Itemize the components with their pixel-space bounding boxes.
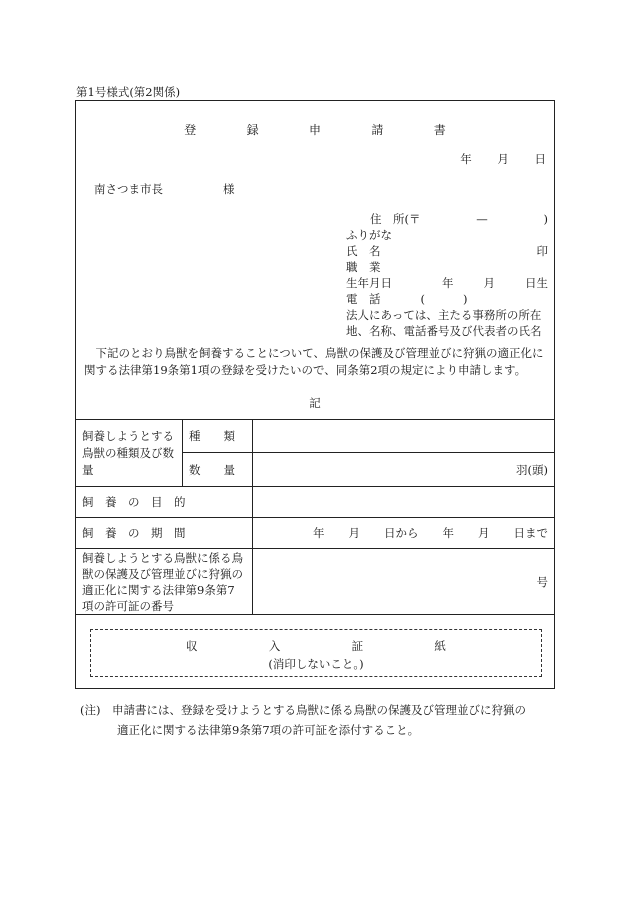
- ki-heading: 記: [309, 396, 321, 410]
- footnote-line-1: [80, 700, 555, 720]
- purpose-value[interactable]: [253, 487, 555, 518]
- seal-mark: 印: [536, 244, 548, 258]
- purpose-row: [76, 487, 555, 518]
- revenue-stamp-box: [90, 629, 542, 677]
- period-row: [76, 518, 555, 549]
- form-identifier: 第1号様式(第2関係): [76, 85, 181, 99]
- footnote: [80, 700, 555, 740]
- addressee-honorific: 様: [223, 182, 235, 196]
- form-title: 登 録 申 請 書: [184, 123, 465, 137]
- address-row: [346, 211, 548, 227]
- phone-row: [346, 291, 548, 307]
- phone-close: ): [463, 292, 468, 306]
- corp-note-2: 地、名称、電話番号及び代表者の氏名: [346, 324, 542, 338]
- address-close: ): [543, 212, 548, 226]
- stamp-note: (消印しないこと。): [268, 657, 364, 671]
- addressee-name: 南さつま市長: [94, 182, 163, 196]
- phone-label: 電 話: [346, 292, 381, 306]
- date-day: 日: [534, 152, 546, 166]
- period-to-month: 月: [478, 526, 490, 540]
- permit-unit: 号: [536, 574, 548, 589]
- application-statement: 下記のとおり鳥獣を飼養することについて、鳥獣の保護及び管理並びに狩猟の適正化に関する法律第19条第1項の登録を受けたいので、同条第2項の規定により申請します。: [84, 346, 544, 377]
- footnote-text-1: 申請書には、登録を受けようとする鳥獣に係る鳥獣の保護及び管理並びに狩猟の: [111, 703, 526, 717]
- period-to-day: 日まで: [513, 526, 548, 540]
- count-value[interactable]: [253, 453, 555, 487]
- period-parts: [259, 525, 548, 541]
- birth-row: [346, 275, 548, 291]
- period-value[interactable]: [253, 518, 555, 549]
- permit-row: [76, 549, 555, 615]
- footnote-prefix: (注): [80, 703, 101, 717]
- birth-year: 年: [442, 276, 454, 290]
- species-row: [76, 420, 555, 453]
- corp-note-row-2: [346, 323, 548, 339]
- count-label: 数 量: [183, 453, 253, 487]
- permit-label: 飼養しようとする鳥獣に係る鳥獣の保護及び管理並びに狩猟の適正化に関する法律第9条第7項の許可証の番号: [76, 549, 253, 615]
- species-label: 種 類: [183, 420, 253, 453]
- period-to-year: 年: [442, 526, 454, 540]
- species-value[interactable]: [253, 420, 555, 453]
- occupation-label: 職 業: [346, 260, 381, 274]
- permit-value[interactable]: [253, 549, 555, 615]
- date-line: [438, 151, 546, 167]
- period-from-day: 日から: [384, 526, 419, 540]
- corp-note-row-1: [346, 307, 548, 323]
- address-dash: —: [476, 212, 488, 226]
- furigana-label: ふりがな: [346, 228, 392, 242]
- birth-month: 月: [483, 276, 495, 290]
- purpose-label: 飼 養 の 目 的: [76, 487, 253, 518]
- application-form-frame: [75, 100, 555, 689]
- addressee: [94, 181, 235, 197]
- phone-open: (: [420, 292, 425, 306]
- period-label: 飼 養 の 期 間: [76, 518, 253, 549]
- birth-day: 日生: [525, 276, 548, 290]
- furigana-row: [346, 227, 548, 243]
- applicant-block: [346, 211, 548, 339]
- name-label: 氏 名: [346, 244, 381, 258]
- occupation-row: [346, 259, 548, 275]
- species-group-label: 飼養しようとする鳥獣の種類及び数 量: [76, 420, 183, 487]
- date-month: 月: [497, 152, 509, 166]
- date-year: 年: [460, 152, 472, 166]
- period-from-month: 月: [348, 526, 360, 540]
- address-label: 住 所(〒: [370, 212, 421, 226]
- name-row: [346, 243, 548, 259]
- period-from-year: 年: [313, 526, 325, 540]
- corp-note-1: 法人にあっては、主たる事務所の所在: [346, 308, 542, 322]
- footnote-text-2: 適正化に関する法律第9条第7項の許可証を添付すること。: [117, 723, 420, 737]
- stamp-title: 収 入 証 紙: [186, 639, 476, 653]
- birth-label: 生年月日: [346, 276, 392, 290]
- application-table: [75, 419, 555, 615]
- count-unit: 羽(頭): [516, 462, 548, 477]
